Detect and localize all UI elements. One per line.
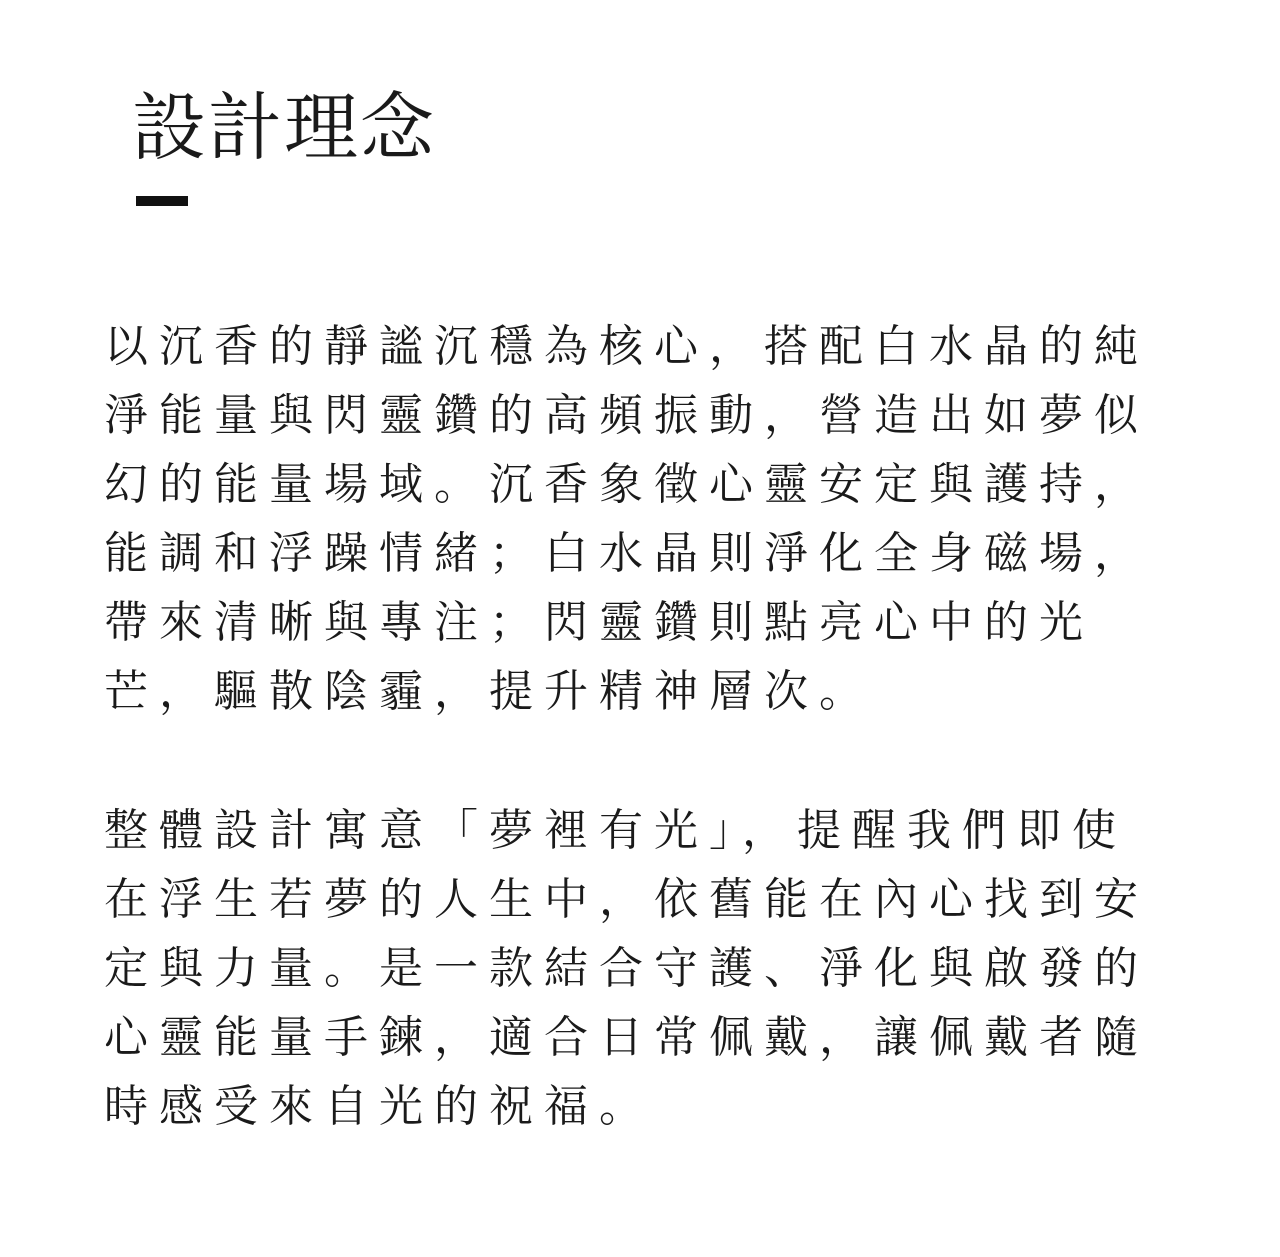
- paragraph-line: 在浮生若夢的人生中，依舊能在內心找到安: [104, 874, 1149, 925]
- paragraph-line: 心靈能量手鍊，適合日常佩戴，讓佩戴者隨: [104, 1012, 1149, 1063]
- paragraph-line: 帶來清晰與專注；閃靈鑽則點亮心中的光: [104, 597, 1094, 648]
- paragraph-line: 能調和浮躁情緒；白水晶則淨化全身磁場，: [104, 528, 1149, 579]
- paragraph-line: 淨能量與閃靈鑽的高頻振動，營造出如夢似: [104, 390, 1149, 441]
- paragraph-line: 幻的能量場域。沉香象徵心靈安定與護持，: [104, 459, 1149, 510]
- paragraph-line: 以沉香的靜謐沉穩為核心，搭配白水晶的純: [104, 321, 1149, 372]
- paragraph-line: 芒，驅散陰霾，提升精神層次。: [104, 666, 874, 717]
- paragraph-line: 整體設計寓意「夢裡有光」，提醒我們即使: [104, 805, 1127, 856]
- title-underline: [136, 196, 188, 206]
- paragraph-design-concept: [104, 312, 1184, 726]
- page-title: 設計理念: [132, 85, 436, 171]
- paragraph-line: 定與力量。是一款結合守護、淨化與啟發的: [104, 943, 1149, 994]
- paragraph-overall-meaning: [104, 796, 1184, 1141]
- paragraph-line: 時感受來自光的祝福。: [104, 1081, 654, 1132]
